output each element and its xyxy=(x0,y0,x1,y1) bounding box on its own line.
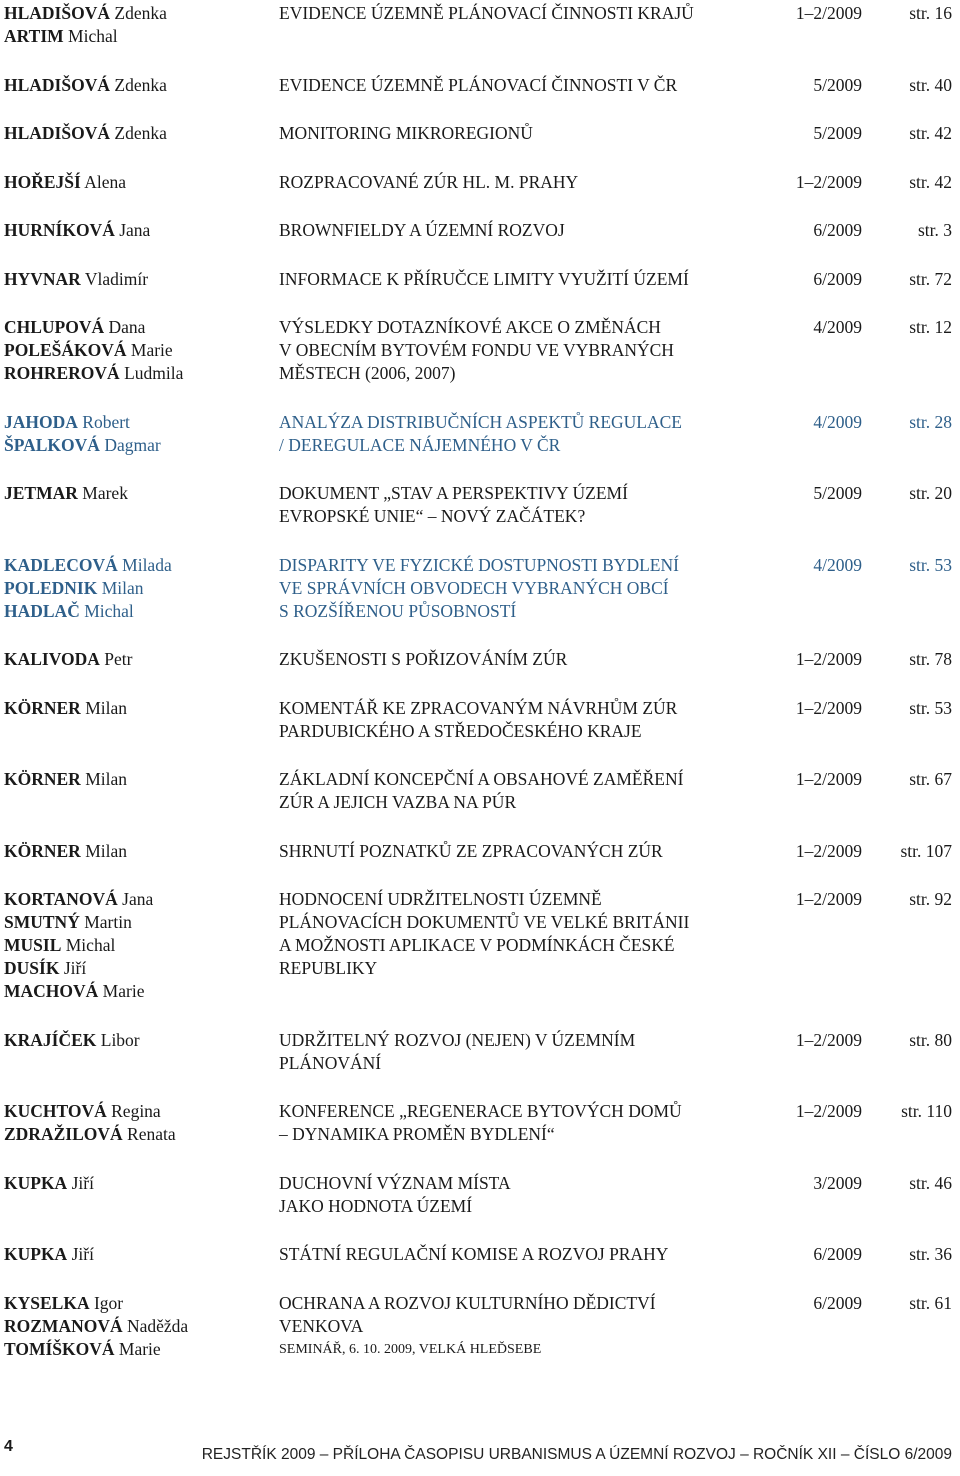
entry-issue: 5/2009 xyxy=(813,74,862,95)
entry-title xyxy=(279,1292,779,1361)
author-surname: KUPKA xyxy=(4,1244,68,1264)
entry-issue: 4/2009 xyxy=(813,411,862,432)
author-given-name: Jiří xyxy=(71,1172,94,1193)
entry-title xyxy=(279,1029,779,1075)
author xyxy=(4,316,274,339)
entry-issue: 1–2/2009 xyxy=(795,3,862,23)
title-line: OCHRANA A ROZVOJ KULTURNÍHO DĚDICTVÍ xyxy=(279,1292,656,1313)
author-given-name: Marie xyxy=(102,981,145,1001)
author xyxy=(4,768,274,791)
entry-authors xyxy=(4,840,274,863)
author xyxy=(4,554,274,577)
title-line: ZÁKLADNÍ KONCEPČNÍ A OBSAHOVÉ ZAMĚŘENÍ xyxy=(279,769,684,789)
author-surname: SMUTNÝ xyxy=(4,912,80,932)
author-given-name: Robert xyxy=(82,411,130,432)
entry-page: str. 12 xyxy=(909,317,952,337)
author-given-name: Marie xyxy=(118,1338,161,1359)
author xyxy=(4,1292,274,1315)
entry-authors xyxy=(4,411,274,457)
entry-issue: 6/2009 xyxy=(813,220,862,240)
author xyxy=(4,339,274,362)
author-surname: JAHODA xyxy=(4,411,78,432)
author-given-name: Marek xyxy=(82,483,128,503)
author xyxy=(4,888,274,911)
title-line: REPUBLIKY xyxy=(279,958,378,978)
entry-page: str. 36 xyxy=(909,1244,952,1264)
entry-issue: 1–2/2009 xyxy=(795,1101,862,1121)
author xyxy=(4,122,274,145)
entry-title xyxy=(279,268,779,291)
entry-issue: 5/2009 xyxy=(813,483,862,503)
entry-title xyxy=(279,482,779,528)
author-surname: HADLAČ xyxy=(4,600,80,621)
author xyxy=(4,957,274,980)
entry-title xyxy=(279,2,779,25)
author xyxy=(4,934,274,957)
page-number: 4 xyxy=(4,1438,13,1455)
running-head: REJSTŘÍK 2009 – PŘÍLOHA ČASOPISU URBANISMUS A ÚZEMNÍ ROZVOJ – ROČNÍK XII – ČÍSLO 6/2009 xyxy=(201,1446,952,1463)
author-surname: HURNÍKOVÁ xyxy=(4,220,115,240)
title-line: PLÁNOVACÍCH DOKUMENTŮ VE VELKÉ BRITÁNII xyxy=(279,912,690,932)
title-line: BROWNFIELDY A ÚZEMNÍ ROZVOJ xyxy=(279,220,565,240)
title-line: PARDUBICKÉHO A STŘEDOČESKÉHO KRAJE xyxy=(279,720,642,741)
entry-title xyxy=(279,888,779,980)
entry-authors xyxy=(4,2,274,48)
author-given-name: Michal xyxy=(68,26,118,46)
entry-issue: 6/2009 xyxy=(813,268,862,289)
title-line: INFORMACE K PŘÍRUČCE LIMITY VYUŽITÍ ÚZEMÍ xyxy=(279,268,689,289)
entry-issue: 1–2/2009 xyxy=(795,889,862,909)
entry-page: str. 53 xyxy=(909,554,952,575)
entry-page: str. 46 xyxy=(909,1172,952,1193)
author-given-name: Milada xyxy=(122,554,172,575)
author-given-name: Jana xyxy=(122,889,154,909)
author-surname: CHLUPOVÁ xyxy=(4,317,105,337)
author-surname: KÖRNER xyxy=(4,769,81,789)
entry-issue: 1–2/2009 xyxy=(795,171,862,192)
author-surname: HYVNAR xyxy=(4,268,81,289)
entry-authors xyxy=(4,482,274,505)
title-line: VE SPRÁVNÍCH OBVODECH VYBRANÝCH OBCÍ xyxy=(279,577,669,598)
author-surname: KUCHTOVÁ xyxy=(4,1101,107,1121)
title-line: – DYNAMIKA PROMĚN BYDLENÍ“ xyxy=(279,1124,555,1144)
author-given-name: Zdenka xyxy=(114,123,167,143)
author-surname: KÖRNER xyxy=(4,697,81,718)
entry-issue: 6/2009 xyxy=(813,1244,862,1264)
title-line: DOKUMENT „STAV A PERSPEKTIVY ÚZEMÍ xyxy=(279,483,628,503)
entry-authors xyxy=(4,74,274,97)
author xyxy=(4,1243,274,1266)
author-surname: KALIVODA xyxy=(4,649,100,669)
author xyxy=(4,25,274,48)
entry-page: str. 40 xyxy=(909,74,952,95)
entry-authors xyxy=(4,1100,274,1146)
entry-page: str. 16 xyxy=(909,3,952,23)
entry-page: str. 107 xyxy=(900,840,952,861)
author-given-name: Milan xyxy=(85,769,127,789)
entry-page: str. 110 xyxy=(901,1101,952,1121)
entry-title xyxy=(279,1172,779,1218)
title-line: MONITORING MIKROREGIONŮ xyxy=(279,123,533,143)
author-given-name: Vladimír xyxy=(84,268,149,289)
author-surname: KRAJÍČEK xyxy=(4,1029,97,1050)
author xyxy=(4,74,274,97)
entry-issue: 1–2/2009 xyxy=(795,649,862,669)
author xyxy=(4,1029,274,1052)
author-given-name: Renata xyxy=(127,1124,176,1144)
title-line: PLÁNOVÁNÍ xyxy=(279,1052,382,1073)
entry-page: str. 42 xyxy=(909,171,952,192)
author xyxy=(4,411,274,434)
author xyxy=(4,1172,274,1195)
title-line: UDRŽITELNÝ ROZVOJ (NEJEN) V ÚZEMNÍM xyxy=(279,1029,636,1050)
author xyxy=(4,840,274,863)
entry-issue: 1–2/2009 xyxy=(795,769,862,789)
entry-title xyxy=(279,768,779,814)
author-given-name: Dana xyxy=(108,317,146,337)
entry-issue: 4/2009 xyxy=(813,317,862,337)
entry-title xyxy=(279,554,779,623)
title-line: ANALÝZA DISTRIBUČNÍCH ASPEKTŮ REGULACE xyxy=(279,411,682,432)
entry-page: str. 72 xyxy=(909,268,952,289)
entry-title xyxy=(279,697,779,743)
entry-title xyxy=(279,1100,779,1146)
entry-authors xyxy=(4,1292,274,1361)
entry-issue: 1–2/2009 xyxy=(795,697,862,718)
author xyxy=(4,697,274,720)
title-line: S ROZŠÍŘENOU PŮSOBNOSTÍ xyxy=(279,600,517,621)
title-line: EVIDENCE ÚZEMNĚ PLÁNOVACÍ ČINNOSTI V ČR xyxy=(279,74,678,95)
entry-issue: 5/2009 xyxy=(813,123,862,143)
title-line: / DEREGULACE NÁJEMNÉHO V ČR xyxy=(279,434,561,455)
author xyxy=(4,600,274,623)
author-surname: POLEDNIK xyxy=(4,577,98,598)
author xyxy=(4,171,274,194)
title-line: V OBECNÍM BYTOVÉM FONDU VE VYBRANÝCH xyxy=(279,340,674,360)
author xyxy=(4,577,274,600)
entry-page: str. 42 xyxy=(909,123,952,143)
entry-authors xyxy=(4,122,274,145)
title-line: DISPARITY VE FYZICKÉ DOSTUPNOSTI BYDLENÍ xyxy=(279,554,679,575)
entry-issue: 3/2009 xyxy=(813,1172,862,1193)
author-given-name: Ludmila xyxy=(124,363,184,383)
entry-authors xyxy=(4,1029,274,1052)
title-line: KOMENTÁŘ KE ZPRACOVANÝM NÁVRHŮM ZÚR xyxy=(279,697,678,718)
author-given-name: Milan xyxy=(101,577,144,598)
author-surname: HLADIŠOVÁ xyxy=(4,3,110,23)
author xyxy=(4,1338,274,1361)
entry-title xyxy=(279,648,779,671)
entry-page: str. 53 xyxy=(909,697,952,718)
author xyxy=(4,268,274,291)
author-given-name: Libor xyxy=(100,1029,140,1050)
author-surname: DUSÍK xyxy=(4,958,60,978)
entry-page: str. 78 xyxy=(909,649,952,669)
entry-title xyxy=(279,219,779,242)
author xyxy=(4,2,274,25)
author-given-name: Naděžda xyxy=(126,1315,189,1336)
author xyxy=(4,1315,274,1338)
author-surname: KÖRNER xyxy=(4,840,81,861)
title-note: SEMINÁŘ, 6. 10. 2009, VELKÁ HLEĎSEBE xyxy=(279,1341,542,1357)
entry-issue: 4/2009 xyxy=(813,554,862,575)
entry-authors xyxy=(4,268,274,291)
title-line: DUCHOVNÍ VÝZNAM MÍSTA xyxy=(279,1172,511,1193)
title-line: KONFERENCE „REGENERACE BYTOVÝCH DOMŮ xyxy=(279,1101,682,1121)
author-surname: TOMÍŠKOVÁ xyxy=(4,1338,115,1359)
author xyxy=(4,362,274,385)
author xyxy=(4,434,274,457)
author-surname: ARTIM xyxy=(4,26,64,46)
title-line: VENKOVA xyxy=(279,1315,364,1336)
entry-title xyxy=(279,171,779,194)
author-given-name: Milan xyxy=(85,697,127,718)
entry-authors xyxy=(4,697,274,720)
entry-authors xyxy=(4,219,274,242)
author-surname: KYSELKA xyxy=(4,1292,90,1313)
author xyxy=(4,1100,274,1123)
author xyxy=(4,482,274,505)
title-line: A MOŽNOSTI APLIKACE V PODMÍNKÁCH ČESKÉ xyxy=(279,935,675,955)
author-given-name: Zdenka xyxy=(114,3,167,23)
entry-page: str. 20 xyxy=(909,483,952,503)
author xyxy=(4,1123,274,1146)
author-given-name: Michal xyxy=(65,935,116,955)
author-given-name: Jiří xyxy=(71,1244,94,1264)
entry-page: str. 28 xyxy=(909,411,952,432)
entry-page: str. 80 xyxy=(909,1029,952,1050)
entry-title xyxy=(279,74,779,97)
title-line: STÁTNÍ REGULAČNÍ KOMISE A ROZVOJ PRAHY xyxy=(279,1244,669,1264)
author-given-name: Zdenka xyxy=(114,74,167,95)
title-line: SHRNUTÍ POZNATKŮ ZE ZPRACOVANÝCH ZÚR xyxy=(279,840,663,861)
entry-authors xyxy=(4,1172,274,1195)
title-line: EVIDENCE ÚZEMNĚ PLÁNOVACÍ ČINNOSTI KRAJŮ xyxy=(279,3,694,23)
author-surname: MUSIL xyxy=(4,935,62,955)
entry-authors xyxy=(4,768,274,791)
entry-authors xyxy=(4,316,274,385)
author-surname: ROHREROVÁ xyxy=(4,363,120,383)
author-given-name: Dagmar xyxy=(104,434,161,455)
page-footer xyxy=(0,1438,960,1468)
title-line: JAKO HODNOTA ÚZEMÍ xyxy=(279,1195,473,1216)
author-surname: KORTANOVÁ xyxy=(4,889,118,909)
entry-issue: 1–2/2009 xyxy=(795,840,862,861)
author-given-name: Marie xyxy=(130,340,173,360)
author-given-name: Jana xyxy=(119,220,151,240)
title-line: VÝSLEDKY DOTAZNÍKOVÉ AKCE O ZMĚNÁCH xyxy=(279,317,661,337)
entry-page: str. 92 xyxy=(909,889,952,909)
title-line: ROZPRACOVANÉ ZÚR HL. M. PRAHY xyxy=(279,171,579,192)
title-line: ZKUŠENOSTI S POŘIZOVÁNÍM ZÚR xyxy=(279,649,568,669)
entry-issue: 6/2009 xyxy=(813,1292,862,1313)
author-given-name: Alena xyxy=(84,171,127,192)
author-surname: KUPKA xyxy=(4,1172,68,1193)
entry-authors xyxy=(4,171,274,194)
author-surname: ROZMANOVÁ xyxy=(4,1315,123,1336)
author-surname: HLADIŠOVÁ xyxy=(4,74,110,95)
entry-authors xyxy=(4,554,274,623)
entry-page: str. 61 xyxy=(909,1292,952,1313)
entry-title xyxy=(279,122,779,145)
entry-title xyxy=(279,840,779,863)
author xyxy=(4,648,274,671)
entry-title xyxy=(279,411,779,457)
entry-authors xyxy=(4,888,274,1003)
author-given-name: Petr xyxy=(104,649,133,669)
author-surname: KADLECOVÁ xyxy=(4,554,118,575)
entry-title xyxy=(279,1243,779,1266)
author-surname: MACHOVÁ xyxy=(4,981,99,1001)
author xyxy=(4,980,274,1003)
entry-authors xyxy=(4,1243,274,1266)
author-given-name: Igor xyxy=(93,1292,124,1313)
author-given-name: Michal xyxy=(84,600,134,621)
title-line: MĚSTECH (2006, 2007) xyxy=(279,363,456,383)
entry-page: str. 3 xyxy=(917,220,952,240)
author-surname: HOŘEJŠÍ xyxy=(4,171,81,192)
title-line: EVROPSKÉ UNIE“ – NOVÝ ZAČÁTEK? xyxy=(279,506,586,526)
author-given-name: Martin xyxy=(84,912,132,932)
author xyxy=(4,911,274,934)
entry-authors xyxy=(4,648,274,671)
entry-page: str. 67 xyxy=(909,769,952,789)
entry-title xyxy=(279,316,779,385)
title-line: HODNOCENÍ UDRŽITELNOSTI ÚZEMNĚ xyxy=(279,889,602,909)
author-surname: POLEŠÁKOVÁ xyxy=(4,340,127,360)
author-surname: ŠPALKOVÁ xyxy=(4,434,100,455)
title-line: ZÚR A JEJICH VAZBA NA PÚR xyxy=(279,792,517,812)
author-surname: ZDRAŽILOVÁ xyxy=(4,1124,123,1144)
entry-issue: 1–2/2009 xyxy=(795,1029,862,1050)
author-given-name: Milan xyxy=(85,840,127,861)
author-surname: HLADIŠOVÁ xyxy=(4,123,110,143)
author xyxy=(4,219,274,242)
author-given-name: Regina xyxy=(111,1101,161,1121)
author-surname: JETMAR xyxy=(4,483,78,503)
author-given-name: Jiří xyxy=(63,958,87,978)
